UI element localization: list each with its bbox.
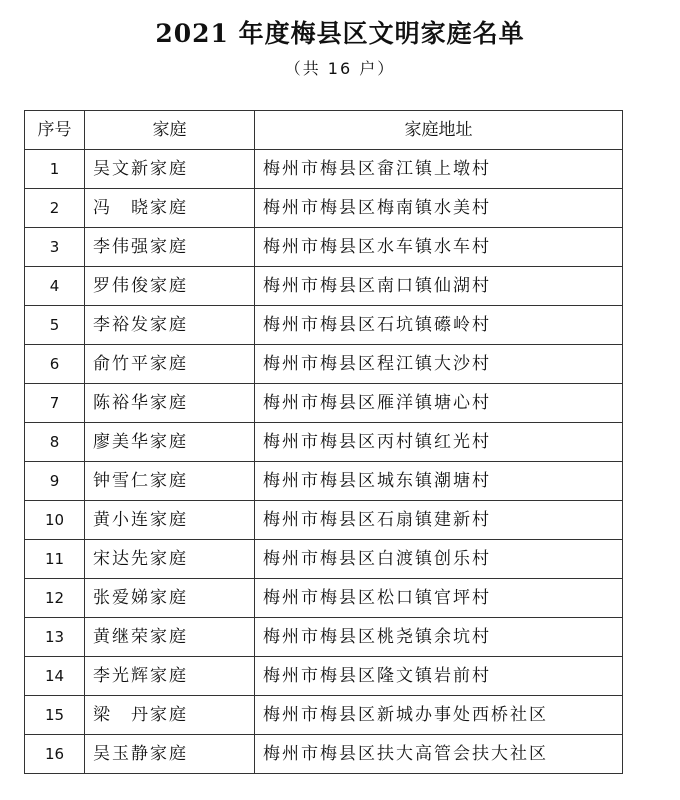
row-address: 梅州市梅县区白渡镇创乐村 [255,540,623,579]
row-number: 3 [25,228,85,267]
row-address: 梅州市梅县区石扇镇建新村 [255,501,623,540]
row-family: 宋达先家庭 [85,540,255,579]
table-row [25,462,623,501]
row-address: 梅州市梅县区南口镇仙湖村 [255,267,623,306]
table-row [25,228,623,267]
row-family: 冯 晓家庭 [85,189,255,228]
table-body [25,150,623,774]
header-family: 家庭 [85,111,255,150]
row-address: 梅州市梅县区城东镇潮塘村 [255,462,623,501]
table-row [25,618,623,657]
row-family: 梁 丹家庭 [85,696,255,735]
row-address: 梅州市梅县区水车镇水车村 [255,228,623,267]
header-number: 序号 [25,111,85,150]
row-address: 梅州市梅县区新城办事处西桥社区 [255,696,623,735]
row-family: 廖美华家庭 [85,423,255,462]
table-row [25,657,623,696]
table-row [25,579,623,618]
row-address: 梅州市梅县区扶大高管会扶大社区 [255,735,623,774]
document-subtitle: （共 16 户） [284,59,396,78]
table-row [25,384,623,423]
row-address: 梅州市梅县区隆文镇岩前村 [255,657,623,696]
row-family: 吴文新家庭 [85,150,255,189]
row-address: 梅州市梅县区梅南镇水美村 [255,189,623,228]
row-address: 梅州市梅县区石坑镇礤岭村 [255,306,623,345]
row-number: 13 [25,618,85,657]
table-row [25,150,623,189]
row-number: 10 [25,501,85,540]
row-number: 7 [25,384,85,423]
row-number: 9 [25,462,85,501]
row-address: 梅州市梅县区松口镇官坪村 [255,579,623,618]
table-row [25,345,623,384]
table-row [25,696,623,735]
row-number: 4 [25,267,85,306]
row-number: 12 [25,579,85,618]
table-row [25,423,623,462]
family-roster-table [24,110,623,774]
row-family: 张爱娣家庭 [85,579,255,618]
document-title: 2021 年度梅县区文明家庭名单 [155,19,525,48]
row-family: 陈裕华家庭 [85,384,255,423]
table-row [25,189,623,228]
row-family: 罗伟俊家庭 [85,267,255,306]
row-family: 吴玉静家庭 [85,735,255,774]
row-number: 11 [25,540,85,579]
row-address: 梅州市梅县区畲江镇上墩村 [255,150,623,189]
row-number: 14 [25,657,85,696]
table-row [25,540,623,579]
row-family: 李伟强家庭 [85,228,255,267]
row-address: 梅州市梅县区雁洋镇塘心村 [255,384,623,423]
row-number: 2 [25,189,85,228]
table-row [25,306,623,345]
row-number: 8 [25,423,85,462]
row-number: 1 [25,150,85,189]
row-number: 16 [25,735,85,774]
row-number: 15 [25,696,85,735]
row-family: 俞竹平家庭 [85,345,255,384]
header-address: 家庭地址 [255,111,623,150]
row-number: 6 [25,345,85,384]
row-family: 黄继荣家庭 [85,618,255,657]
table-header-row [25,111,623,150]
row-family: 钟雪仁家庭 [85,462,255,501]
row-address: 梅州市梅县区丙村镇红光村 [255,423,623,462]
row-family: 黄小连家庭 [85,501,255,540]
row-family: 李光辉家庭 [85,657,255,696]
row-address: 梅州市梅县区桃尧镇余坑村 [255,618,623,657]
row-address: 梅州市梅县区程江镇大沙村 [255,345,623,384]
table-row [25,735,623,774]
row-number: 5 [25,306,85,345]
table-row [25,501,623,540]
table-row [25,267,623,306]
row-family: 李裕发家庭 [85,306,255,345]
